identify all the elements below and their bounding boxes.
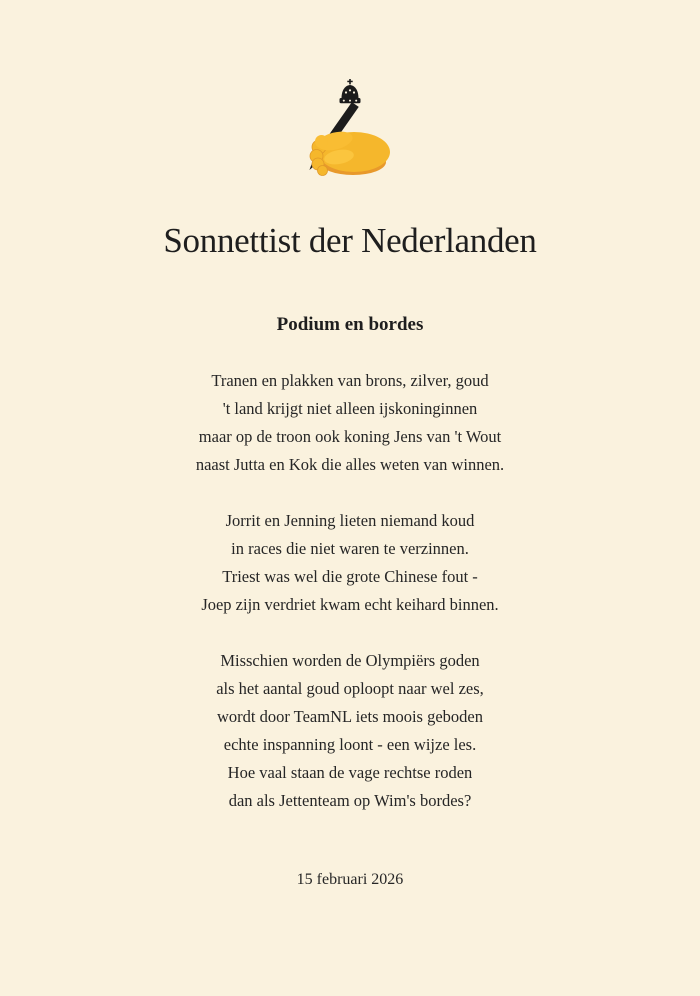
writing-hand-crown-icon — [290, 78, 410, 190]
site-logo — [290, 78, 410, 190]
poem-line: naast Jutta en Kok die alles weten van winnen. — [195, 454, 505, 474]
stanza-1 — [0, 367, 700, 479]
poem-title: Podium en bordes — [276, 314, 424, 335]
poem-line: Misschien worden de Olympiërs goden — [220, 650, 480, 670]
stanza-2 — [0, 507, 700, 619]
poem-line: in races die niet waren te verzinnen. — [231, 538, 469, 558]
poem-line: maar op de troon ook koning Jens van 't Wout — [198, 426, 502, 446]
stanza-3 — [0, 647, 700, 815]
poem-line: als het aantal goud oploopt naar wel zes, — [216, 678, 484, 698]
hand-icon — [310, 128, 390, 175]
poem-line: Jorrit en Jenning lieten niemand koud — [225, 510, 475, 530]
poem-line: Joep zijn verdriet kwam echt keihard binnen. — [201, 594, 499, 614]
poem-line: echte inspanning loont - een wijze les. — [223, 734, 477, 754]
site-title: Sonnettist der Nederlanden — [163, 221, 537, 260]
crown-icon — [340, 79, 361, 103]
poem-line: Tranen en plakken van brons, zilver, goud — [211, 370, 489, 390]
poem-line: 't land krijgt niet alleen ijskoninginnen — [222, 398, 478, 418]
poem — [0, 314, 700, 891]
poem-line: Hoe vaal staan de vage rechtse roden — [227, 762, 473, 782]
poem-line: wordt door TeamNL iets moois geboden — [216, 706, 483, 726]
poem-line: dan als Jettenteam op Wim's bordes? — [228, 790, 472, 810]
poem-line: Triest was wel die grote Chinese fout - — [222, 566, 478, 586]
poem-date: 15 februari 2026 — [296, 870, 404, 888]
